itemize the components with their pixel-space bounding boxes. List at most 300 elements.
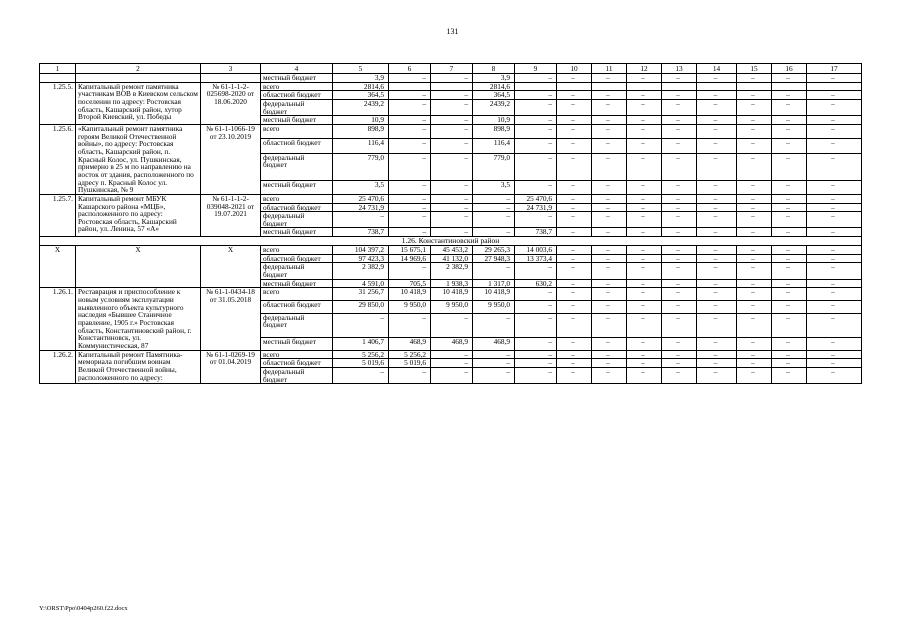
value-cell: – — [807, 301, 862, 314]
value-cell: – — [662, 91, 697, 100]
value-cell: 364,5 — [473, 91, 515, 100]
value-cell: – — [772, 203, 807, 212]
budget-table — [39, 63, 862, 384]
value-cell: – — [807, 203, 862, 212]
value-cell: 10 418,9 — [431, 288, 473, 301]
value-cell: – — [557, 350, 592, 359]
column-number: 5 — [333, 64, 389, 74]
value-cell: – — [627, 359, 662, 368]
value-cell: – — [431, 359, 473, 368]
value-cell: 779,0 — [473, 153, 515, 180]
value-cell: – — [662, 337, 697, 350]
value-cell: – — [807, 337, 862, 350]
value-cell: – — [807, 246, 862, 255]
value-cell: – — [557, 180, 592, 194]
value-cell: 9 950,0 — [473, 301, 515, 314]
value-cell: – — [627, 228, 662, 237]
value-cell: – — [557, 212, 592, 228]
value-cell: – — [431, 350, 473, 359]
value-cell: – — [389, 212, 431, 228]
value-cell: – — [592, 350, 627, 359]
value-cell: – — [807, 124, 862, 138]
value-cell: – — [592, 263, 627, 279]
value-cell: – — [807, 153, 862, 180]
column-number: 10 — [557, 64, 592, 74]
value-cell: 116,4 — [333, 139, 389, 153]
value-cell: – — [431, 180, 473, 194]
funding-source-cell: всего — [261, 194, 333, 203]
funding-source-cell: федеральный бюджет — [261, 99, 333, 115]
value-cell: 705,5 — [389, 279, 431, 288]
value-cell — [431, 82, 473, 91]
column-number: 2 — [76, 64, 201, 74]
value-cell: – — [662, 313, 697, 337]
value-cell: – — [627, 116, 662, 125]
value-cell: – — [389, 74, 431, 83]
value-cell: – — [697, 74, 737, 83]
funding-source-cell: местный бюджет — [261, 74, 333, 83]
value-cell: – — [515, 91, 557, 100]
item-name-cell: Капитальный ремонт Памятника-мемориала погибшим воинам Великой Отечественной войны, расположенного по адресу: — [76, 350, 201, 384]
value-cell: – — [737, 116, 772, 125]
value-cell: – — [389, 116, 431, 125]
document-cell: № 61-1-0269-19 от 01.04.2019 — [201, 350, 261, 384]
value-cell: 3,9 — [473, 74, 515, 83]
value-cell: – — [662, 246, 697, 255]
value-cell: 29 265,3 — [473, 246, 515, 255]
value-cell: – — [592, 124, 627, 138]
value-cell: – — [557, 124, 592, 138]
value-cell: – — [662, 180, 697, 194]
value-cell: 10,9 — [473, 116, 515, 125]
column-number: 6 — [389, 64, 431, 74]
value-cell: – — [807, 139, 862, 153]
value-cell — [737, 82, 772, 91]
value-cell: 2 382,9 — [333, 263, 389, 279]
value-cell: – — [627, 74, 662, 83]
value-cell: 13 373,4 — [515, 254, 557, 263]
column-number: 4 — [261, 64, 333, 74]
value-cell: – — [389, 180, 431, 194]
value-cell: 24 731,9 — [515, 203, 557, 212]
value-cell: 468,9 — [389, 337, 431, 350]
value-cell: 25 470,6 — [515, 194, 557, 203]
value-cell: – — [772, 91, 807, 100]
value-cell: – — [557, 116, 592, 125]
value-cell: – — [697, 228, 737, 237]
table-row — [40, 350, 862, 359]
value-cell: – — [515, 350, 557, 359]
value-cell — [389, 82, 431, 91]
table-row — [40, 124, 862, 138]
value-cell: – — [772, 254, 807, 263]
value-cell: – — [473, 359, 515, 368]
value-cell: – — [807, 359, 862, 368]
value-cell: 1 317,0 — [473, 279, 515, 288]
value-cell: 24 731,9 — [333, 203, 389, 212]
value-cell: 25 470,6 — [333, 194, 389, 203]
value-cell: – — [627, 288, 662, 301]
column-number: 12 — [627, 64, 662, 74]
value-cell: 468,9 — [431, 337, 473, 350]
document-cell: № 61-1-1-2-039048-2021 от 19.07.2021 — [201, 194, 261, 236]
value-cell: – — [389, 228, 431, 237]
column-number: 1 — [40, 64, 76, 74]
value-cell: 5 256,2 — [389, 350, 431, 359]
value-cell: 5 019,6 — [333, 359, 389, 368]
column-number: 17 — [807, 64, 862, 74]
value-cell: 898,9 — [333, 124, 389, 138]
value-cell: 5 019,6 — [389, 359, 431, 368]
value-cell: – — [737, 367, 772, 383]
column-number-row — [40, 64, 862, 74]
value-cell: – — [737, 194, 772, 203]
value-cell: – — [557, 313, 592, 337]
value-cell: – — [662, 279, 697, 288]
value-cell: – — [662, 212, 697, 228]
value-cell: – — [627, 203, 662, 212]
value-cell: – — [592, 301, 627, 314]
value-cell — [592, 82, 627, 91]
item-name-cell: Капитальный ремонт МБУК Кашарского района «МЦБ», расположенного по адресу: Ростовская область, Кашарский район, ул. Ленина, 57 «А» — [76, 194, 201, 236]
funding-source-cell: федеральный бюджет — [261, 367, 333, 383]
item-number-cell: Х — [40, 246, 76, 288]
funding-source-cell: всего — [261, 288, 333, 301]
value-cell: – — [389, 203, 431, 212]
value-cell: – — [557, 301, 592, 314]
value-cell: 116,4 — [473, 139, 515, 153]
value-cell: – — [697, 139, 737, 153]
value-cell: – — [557, 254, 592, 263]
value-cell: – — [697, 212, 737, 228]
value-cell: – — [662, 359, 697, 368]
value-cell: – — [557, 74, 592, 83]
value-cell: 45 453,2 — [431, 246, 473, 255]
funding-source-cell: областной бюджет — [261, 301, 333, 314]
value-cell: – — [737, 153, 772, 180]
value-cell: – — [697, 246, 737, 255]
value-cell: – — [772, 180, 807, 194]
value-cell: – — [772, 359, 807, 368]
value-cell: – — [592, 367, 627, 383]
value-cell: – — [772, 301, 807, 314]
column-number: 7 — [431, 64, 473, 74]
value-cell: – — [807, 279, 862, 288]
value-cell: – — [737, 359, 772, 368]
value-cell: 1 938,3 — [431, 279, 473, 288]
table-row — [40, 82, 862, 91]
value-cell: – — [737, 279, 772, 288]
value-cell: – — [515, 212, 557, 228]
funding-source-cell: федеральный бюджет — [261, 263, 333, 279]
value-cell: – — [627, 246, 662, 255]
value-cell: 104 397,2 — [333, 246, 389, 255]
value-cell: – — [772, 194, 807, 203]
value-cell: – — [737, 288, 772, 301]
funding-source-cell: областной бюджет — [261, 139, 333, 153]
value-cell: – — [515, 288, 557, 301]
value-cell: – — [737, 246, 772, 255]
value-cell: – — [592, 337, 627, 350]
value-cell: – — [389, 194, 431, 203]
value-cell: – — [515, 180, 557, 194]
item-name-cell: Х — [76, 246, 201, 288]
value-cell: 97 423,3 — [333, 254, 389, 263]
value-cell: – — [592, 180, 627, 194]
table-row — [40, 246, 862, 255]
value-cell: – — [627, 301, 662, 314]
value-cell: – — [662, 116, 697, 125]
value-cell: – — [772, 337, 807, 350]
value-cell: – — [557, 279, 592, 288]
value-cell: – — [697, 337, 737, 350]
value-cell: – — [431, 228, 473, 237]
value-cell: – — [592, 116, 627, 125]
value-cell: – — [389, 91, 431, 100]
funding-source-cell: местный бюджет — [261, 116, 333, 125]
value-cell: 10 418,9 — [473, 288, 515, 301]
value-cell: – — [333, 367, 389, 383]
funding-source-cell: местный бюджет — [261, 180, 333, 194]
value-cell: – — [772, 74, 807, 83]
document-cell: Х — [201, 246, 261, 288]
value-cell: – — [807, 263, 862, 279]
value-cell: – — [807, 350, 862, 359]
value-cell: – — [662, 124, 697, 138]
value-cell: – — [592, 288, 627, 301]
value-cell: 3,5 — [473, 180, 515, 194]
value-cell: 630,2 — [515, 279, 557, 288]
value-cell: – — [627, 212, 662, 228]
value-cell: 468,9 — [473, 337, 515, 350]
value-cell: – — [333, 212, 389, 228]
value-cell: – — [772, 116, 807, 125]
column-number: 16 — [772, 64, 807, 74]
value-cell: – — [772, 279, 807, 288]
value-cell: – — [807, 180, 862, 194]
value-cell: – — [662, 301, 697, 314]
value-cell — [515, 82, 557, 91]
item-name-cell: «Капитальный ремонт памятника героям Великой Отечественной войны», по адресу: Ростовская область, Кашарский район, п. Красный Колос, ул. Пушкинская, примерно в 25 м по направлению на восток от здания, расположенного по адресу п. Красный Колос ул. Пушкинская, № 9 — [76, 124, 201, 194]
value-cell: – — [697, 203, 737, 212]
value-cell: – — [592, 153, 627, 180]
value-cell: – — [662, 139, 697, 153]
value-cell: 2 382,9 — [431, 263, 473, 279]
value-cell: 2814,6 — [333, 82, 389, 91]
funding-source-cell: областной бюджет — [261, 254, 333, 263]
column-number: 13 — [662, 64, 697, 74]
value-cell: – — [592, 203, 627, 212]
value-cell: – — [557, 263, 592, 279]
value-cell: – — [627, 91, 662, 100]
value-cell: – — [627, 139, 662, 153]
value-cell: – — [557, 367, 592, 383]
value-cell: – — [737, 99, 772, 115]
value-cell: – — [737, 180, 772, 194]
value-cell: – — [592, 228, 627, 237]
value-cell: – — [431, 116, 473, 125]
value-cell: – — [592, 212, 627, 228]
value-cell: – — [627, 367, 662, 383]
value-cell: – — [772, 350, 807, 359]
column-number: 8 — [473, 64, 515, 74]
value-cell: 41 132,0 — [431, 254, 473, 263]
value-cell: – — [772, 246, 807, 255]
value-cell: – — [627, 124, 662, 138]
column-number: 14 — [697, 64, 737, 74]
value-cell: – — [737, 254, 772, 263]
funding-source-cell: местный бюджет — [261, 337, 333, 350]
value-cell: – — [737, 91, 772, 100]
value-cell: – — [807, 91, 862, 100]
item-number-cell: 1.26.2. — [40, 350, 76, 384]
column-number: 11 — [592, 64, 627, 74]
value-cell: – — [737, 228, 772, 237]
table-row — [40, 288, 862, 301]
value-cell: – — [592, 74, 627, 83]
value-cell: – — [697, 124, 737, 138]
value-cell: – — [807, 99, 862, 115]
item-name-cell: Капитальный ремонт памятника участникам ВОВ в Киевском сельском поселении по адресу: Ростовская область, Кашарский район, хутор Второй Киевский, ул. Победы — [76, 82, 201, 124]
value-cell: – — [772, 228, 807, 237]
value-cell: – — [627, 279, 662, 288]
funding-source-cell: федеральный бюджет — [261, 313, 333, 337]
value-cell: – — [592, 139, 627, 153]
value-cell: – — [737, 212, 772, 228]
value-cell: – — [662, 350, 697, 359]
value-cell: 31 256,7 — [333, 288, 389, 301]
document-cell: № 61-1-1066-19 от 23.10.2019 — [201, 124, 261, 194]
value-cell: – — [515, 367, 557, 383]
value-cell: – — [431, 99, 473, 115]
value-cell: – — [772, 367, 807, 383]
value-cell: – — [515, 263, 557, 279]
value-cell: – — [592, 359, 627, 368]
item-number-cell: 1.26.1. — [40, 288, 76, 350]
value-cell: – — [592, 279, 627, 288]
funding-source-cell: местный бюджет — [261, 279, 333, 288]
value-cell — [772, 82, 807, 91]
value-cell: – — [431, 139, 473, 153]
funding-source-cell: областной бюджет — [261, 203, 333, 212]
value-cell: 14 003,6 — [515, 246, 557, 255]
value-cell: 9 950,0 — [431, 301, 473, 314]
value-cell: – — [515, 301, 557, 314]
document-cell — [201, 74, 261, 83]
value-cell: – — [662, 263, 697, 279]
value-cell: – — [662, 153, 697, 180]
value-cell: 3,5 — [333, 180, 389, 194]
value-cell: 10 418,9 — [389, 288, 431, 301]
value-cell — [662, 82, 697, 91]
value-cell: 738,7 — [333, 228, 389, 237]
value-cell: – — [431, 313, 473, 337]
value-cell: – — [737, 263, 772, 279]
value-cell: 5 256,2 — [333, 350, 389, 359]
value-cell: – — [592, 246, 627, 255]
value-cell: – — [662, 254, 697, 263]
funding-source-cell: областной бюджет — [261, 359, 333, 368]
section-title: 1.26. Константиновский район — [40, 237, 862, 246]
item-number-cell: 1.25.6. — [40, 124, 76, 194]
value-cell: – — [389, 99, 431, 115]
value-cell: – — [473, 350, 515, 359]
value-cell: – — [772, 288, 807, 301]
value-cell: – — [737, 203, 772, 212]
value-cell: – — [473, 203, 515, 212]
value-cell: – — [333, 313, 389, 337]
value-cell: – — [662, 228, 697, 237]
value-cell: – — [772, 153, 807, 180]
document-cell: № 61-1-1-2-025698-2020 от 18.06.2020 — [201, 82, 261, 124]
value-cell: – — [515, 124, 557, 138]
value-cell: 14 969,6 — [389, 254, 431, 263]
value-cell: – — [592, 254, 627, 263]
column-number: 3 — [201, 64, 261, 74]
funding-source-cell: федеральный бюджет — [261, 153, 333, 180]
value-cell: 2439,2 — [473, 99, 515, 115]
value-cell: – — [662, 288, 697, 301]
value-cell: – — [431, 74, 473, 83]
value-cell: – — [515, 74, 557, 83]
funding-source-cell: федеральный бюджет — [261, 212, 333, 228]
value-cell: – — [697, 180, 737, 194]
value-cell: – — [557, 359, 592, 368]
value-cell: – — [697, 91, 737, 100]
value-cell: – — [697, 153, 737, 180]
value-cell: – — [772, 263, 807, 279]
value-cell: 15 675,1 — [389, 246, 431, 255]
funding-source-cell: местный бюджет — [261, 228, 333, 237]
funding-source-cell: всего — [261, 350, 333, 359]
value-cell: 2439,2 — [333, 99, 389, 115]
value-cell: – — [697, 301, 737, 314]
value-cell — [697, 82, 737, 91]
value-cell — [807, 82, 862, 91]
value-cell: – — [807, 194, 862, 203]
value-cell: – — [772, 139, 807, 153]
value-cell: – — [627, 254, 662, 263]
value-cell: – — [592, 99, 627, 115]
value-cell: – — [627, 337, 662, 350]
value-cell: 898,9 — [473, 124, 515, 138]
item-name-cell: Реставрация и приспособление к новым условиям эксплуатации выявленного объекта культурного наследия «Бывшее Станичное правление, 1905 г.» Ростовская область, Константиновский район, г. Константиновск, ул. Коммунистическая, 87 — [76, 288, 201, 350]
document-cell: № 61-1-0434-18 от 31.05.2018 — [201, 288, 261, 350]
value-cell: – — [697, 99, 737, 115]
funding-source-cell: всего — [261, 246, 333, 255]
value-cell: – — [807, 288, 862, 301]
value-cell: – — [697, 254, 737, 263]
value-cell: – — [697, 367, 737, 383]
table-row — [40, 194, 862, 203]
value-cell: – — [697, 263, 737, 279]
value-cell: – — [557, 91, 592, 100]
value-cell: – — [557, 153, 592, 180]
value-cell: – — [515, 359, 557, 368]
value-cell: – — [431, 153, 473, 180]
value-cell: – — [592, 194, 627, 203]
value-cell: 10,9 — [333, 116, 389, 125]
value-cell: – — [737, 350, 772, 359]
value-cell: – — [737, 124, 772, 138]
value-cell: – — [697, 279, 737, 288]
value-cell: – — [807, 212, 862, 228]
value-cell: – — [557, 228, 592, 237]
value-cell: – — [737, 139, 772, 153]
value-cell: – — [737, 74, 772, 83]
value-cell: – — [592, 91, 627, 100]
value-cell: – — [473, 263, 515, 279]
